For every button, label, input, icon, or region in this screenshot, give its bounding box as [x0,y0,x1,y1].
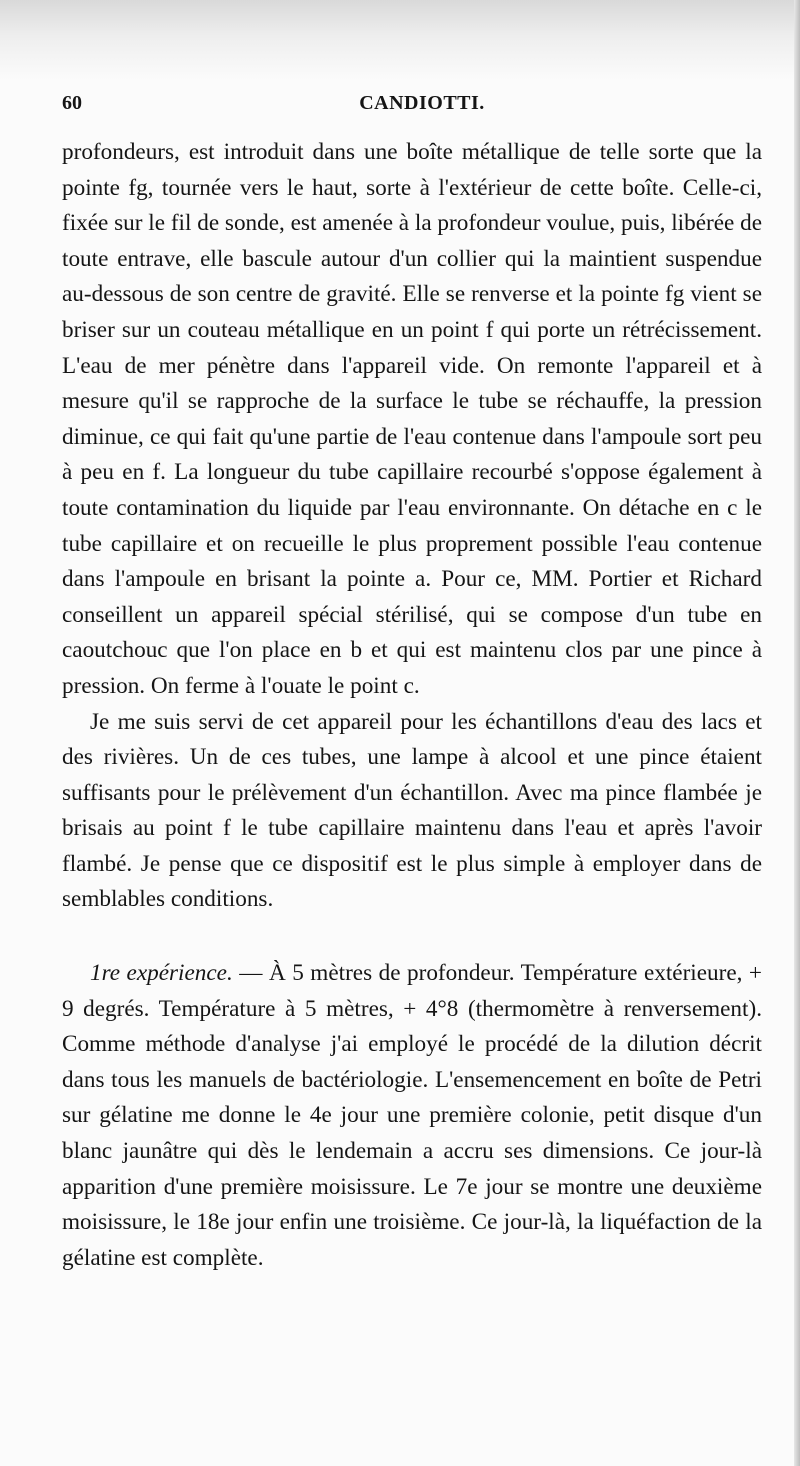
paragraph-3 [62,956,762,1276]
paragraph-1: profondeurs, est introduit dans une boîte métallique de telle sorte que la pointe fg, tournée vers le haut, sorte à l'extérieur de cette boîte. Celle-ci, fixée sur le fil de sonde, est amenée à la profondeur voulue, puis, libérée de toute entrave, elle bascule autour d'un collier qui la maintient suspendue au-dessous de son centre de gravité. Elle se renverse et la pointe fg vient se briser sur un couteau métallique en un point f qui porte un rétrécissement. L'eau de mer pénètre dans l'appareil vide. On remonte l'appareil et à mesure qu'il se rapproche de la surface le tube se réchauffe, la pression diminue, ce qui fait qu'une partie de l'eau contenue dans l'ampoule sort peu à peu en f. La longueur du tube capillaire recourbé s'oppose également à toute contamination du liquide par l'eau environnante. On détache en c le tube capillaire et on recueille le plus proprement possible l'eau contenue dans l'ampoule en brisant la pointe a. Pour ce, MM. Portier et Richard conseillent un appareil spécial stérilisé, qui se compose d'un tube en caoutchouc que l'on place en b et qui est maintenu clos par une pince à pression. On ferme à l'ouate le point c. [62,139,762,699]
page-number: 60 [62,92,82,114]
page-header [62,92,762,126]
scan-shading [0,0,800,80]
experience-label: 1re expérience. [90,960,233,987]
paragraph-3-text: — À 5 mètres de profondeur. Température extérieure, + 9 degrés. Température à 5 mètres, + 4°8 (thermomètre à renversement). Comme méthode d'analyse j'ai employé le procédé de la dilution décrit dans tous les manuels de bactériologie. L'ensemencement en boîte de Petri sur gélatine me donne le 4e jour une première colonie, petit disque d'un blanc jaunâtre qui dès le lendemain a accru ses dimensions. Ce jour-là apparition d'une première moisissure. Le 7e jour se montre une deuxième moisissure, le 18e jour enfin une troisième. Ce jour-là, la liquéfaction de la gélatine est complète. [62,960,763,1271]
running-head: CANDIOTTI. [359,92,485,114]
page-edge [794,0,800,1466]
body-text [62,135,762,1276]
paragraph-2: Je me suis servi de cet appareil pour les échantillons d'eau des lacs et des rivières. Un de ces tubes, une lampe à alcool et une pince étaient suffisants pour le prélèvement d'un échantillon. Avec ma pince flambée je brisais au point f le tube capillaire maintenu dans l'eau et après l'avoir flambé. Je pense que ce dispositif est le plus simple à employer dans de semblables conditions. [62,708,762,913]
